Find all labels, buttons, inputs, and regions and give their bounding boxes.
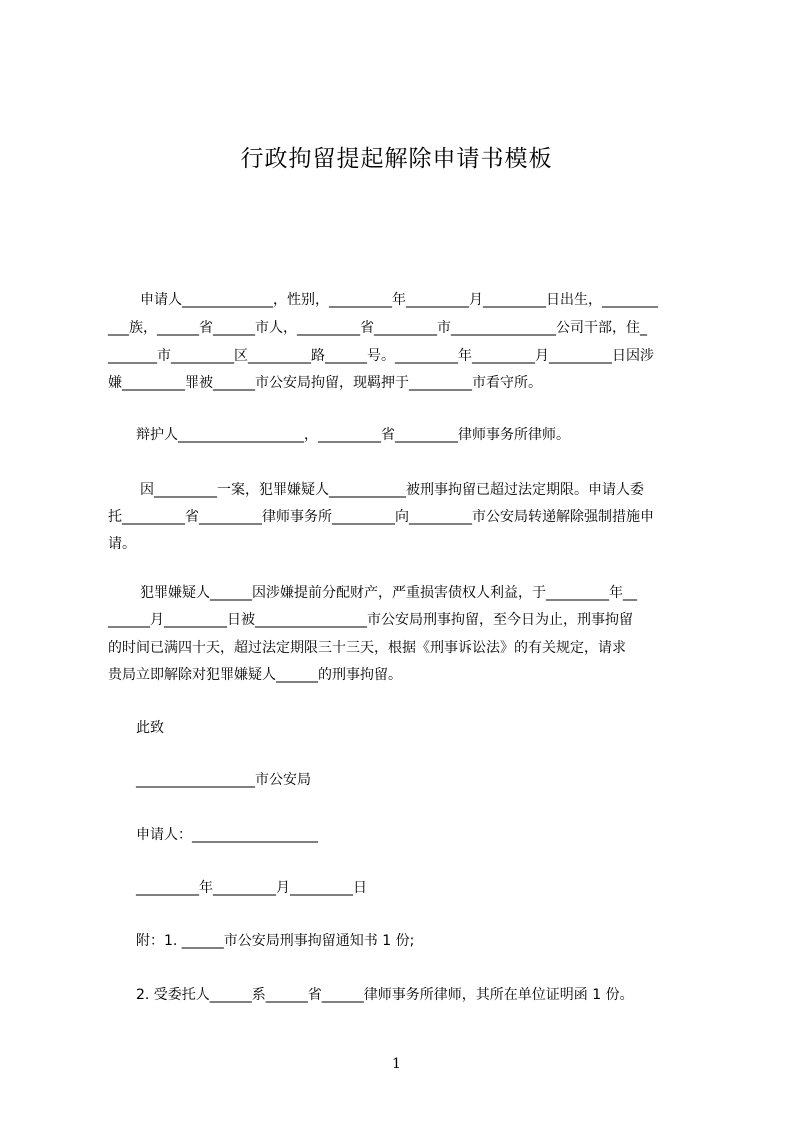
paragraph-2-line-1: 辩护人__________________，_________省_________律师事务所律师。 [136, 427, 570, 443]
paragraph-1-line-4: 嫌_________罪被______市公安局拘留，现羁押于_________市看守所。 [108, 375, 542, 391]
page-number: 1 [392, 1056, 401, 1072]
paragraph-4-line-2: ______月_________日被________________市公安局刑事拘留，至今日为止，刑事拘留 [108, 612, 633, 628]
paragraph-4-line-3: 的时间已满四十天，超过法定期限三十三天，根据《刑事诉讼法》的有关规定，请求 [108, 640, 626, 656]
paragraph-4-line-4: 贵局立即解除对犯罪嫌疑人______的刑事拘留。 [108, 667, 402, 683]
paragraph-3-line-1: 因_________一案，犯罪嫌疑人___________被刑事拘留已超过法定期限。申请人委 [140, 482, 644, 498]
paragraph-3-line-2: 托_________省_________律师事务所_________向_________市公安局转递解除强制措施申 [108, 509, 654, 525]
closing-recipient: _________________市公安局 [136, 772, 311, 788]
paragraph-1-line-1: 申请人_____________，性别，_________年_________月_________日出生，________ [140, 292, 658, 308]
paragraph-1-line-3: _______市_________区_________路______号。_________年_________月_________日因涉 [108, 348, 654, 364]
document-title: 行政拘留提起解除申请书模板 [240, 146, 553, 172]
attachment-item-2: 2. 受委托人______系______省______律师事务所律师，其所在单位证明函 1 份。 [136, 987, 634, 1003]
paragraph-3-line-3: 请。 [108, 536, 136, 552]
paragraph-4-line-1: 犯罪嫌疑人______因涉嫌提前分配财产，严重损害债权人利益，于_________年__ [140, 585, 637, 601]
closing-date: _________年_________月_________日 [136, 880, 367, 896]
paragraph-1-line-2: ___族，______省______市人，_________省_________市_______________公司干部，住_ [108, 320, 647, 336]
attachment-item-1: 附：1. ______市公安局刑事拘留通知书 1 份; [136, 933, 415, 949]
closing-applicant: 申请人：__________________ [136, 827, 318, 843]
closing-salutation: 此致 [136, 720, 164, 736]
